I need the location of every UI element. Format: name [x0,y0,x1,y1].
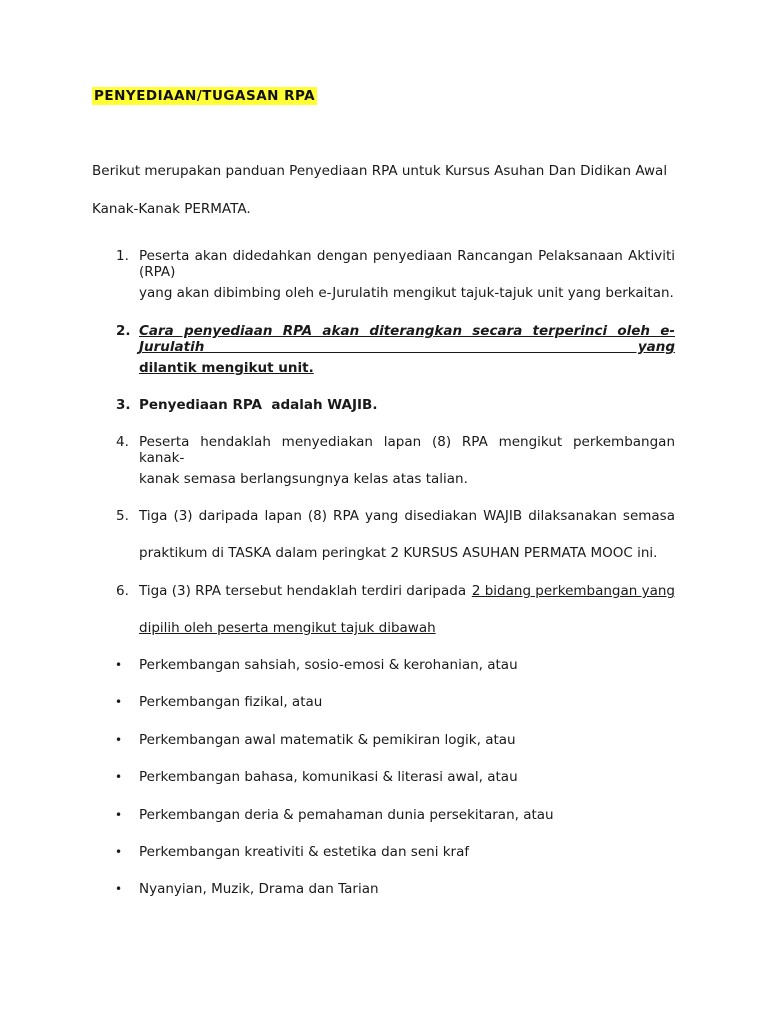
bullet-item: Perkembangan sahsiah, sosio-emosi & kerohanian, atau [139,657,518,673]
item-1-line-1: Peserta akan didedahkan dengan penyediaan Rancangan Pelaksanaan Aktiviti (RPA) [139,248,675,280]
item-2-line-2: dilantik mengikut unit. [139,360,314,376]
bullet-icon: • [115,733,123,747]
item-2-line-1: Cara penyediaan RPA akan diterangkan secara terperinci oleh e-Jurulatih yang [139,323,675,355]
item-6-plain-text: Tiga (3) RPA tersebut hendaklah terdiri daripada [139,583,467,599]
bullet-icon: • [115,882,123,896]
bullet-icon: • [115,770,123,784]
item-number: 5. [116,508,129,524]
bullet-icon: • [115,808,123,822]
item-number: 2. [116,323,131,339]
bullet-item: Nyanyian, Muzik, Drama dan Tarian [139,881,379,897]
bullet-icon: • [115,845,123,859]
item-6-line-2: dipilih oleh peserta mengikut tajuk dibawah [139,620,436,636]
bullet-item: Perkembangan deria & pemahaman dunia persekitaran, atau [139,807,554,823]
page-title: PENYEDIAAN/TUGASAN RPA [94,88,316,104]
item-4-line-1: Peserta hendaklah menyediakan lapan (8) RPA mengikut perkembangan kanak- [139,434,675,466]
bullet-item: Perkembangan kreativiti & estetika dan seni kraf [139,844,470,860]
bullet-icon: • [115,695,123,709]
item-number: 6. [116,583,129,599]
item-number: 3. [116,397,131,413]
bullet-item: Perkembangan awal matematik & pemikiran logik, atau [139,732,516,748]
item-number: 1. [116,248,129,264]
item-4-line-2: kanak semasa berlangsungnya kelas atas talian. [139,471,468,487]
item-number: 4. [116,434,129,450]
item-6-line-1 [139,583,675,599]
item-3-line-1: Penyediaan RPA adalah WAJIB. [139,397,378,413]
bullet-item: Perkembangan fizikal, atau [139,694,323,710]
bullet-item: Perkembangan bahasa, komunikasi & literasi awal, atau [139,769,518,785]
item-5-line-2: praktikum di TASKA dalam peringkat 2 KURSUS ASUHAN PERMATA MOOC ini. [139,545,658,561]
intro-line-1: Berikut merupakan panduan Penyediaan RPA untuk Kursus Asuhan Dan Didikan Awal [92,163,668,179]
bullet-icon: • [115,658,123,672]
intro-line-2: Kanak-Kanak PERMATA. [92,201,251,217]
item-1-line-2: yang akan dibimbing oleh e-Jurulatih mengikut tajuk-tajuk unit yang berkaitan. [139,285,674,301]
item-5-line-1: Tiga (3) daripada lapan (8) RPA yang disediakan WAJIB dilaksanakan semasa [139,508,675,524]
item-6-underlined-text: 2 bidang perkembangan yang [471,583,675,599]
